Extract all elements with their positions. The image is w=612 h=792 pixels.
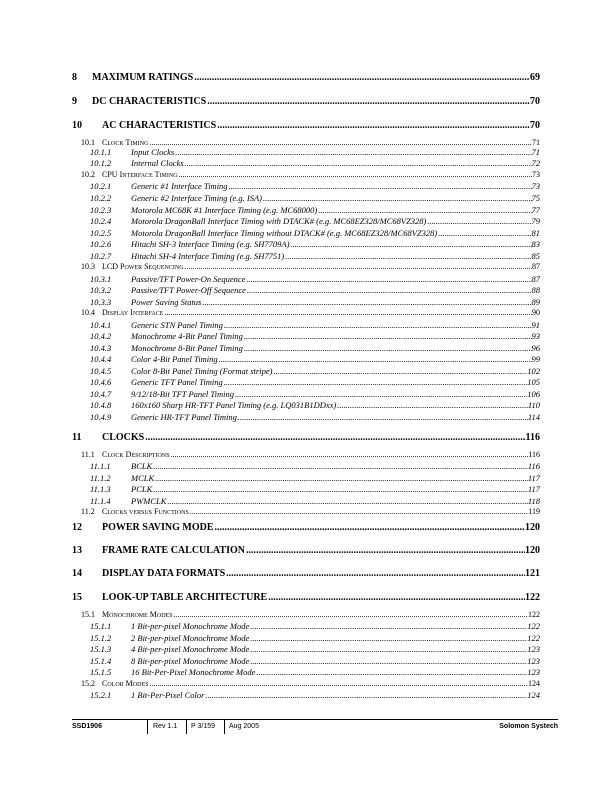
toc-entry[interactable] — [72, 262, 540, 271]
toc-entry[interactable] — [72, 656, 540, 666]
toc-leader-dots — [185, 158, 532, 168]
toc-entry-number: 10.3 — [81, 262, 95, 271]
footer-revision: Rev 1.1 — [153, 723, 178, 730]
toc-entry-number: 11.1.4 — [90, 496, 111, 506]
toc-entry-number: 10.3.3 — [90, 297, 112, 307]
toc-entry-title: Clocks versus Functions — [102, 507, 189, 516]
toc-leader-dots — [202, 297, 531, 307]
toc-entry-number: 15.1.2 — [90, 633, 112, 643]
toc-entry[interactable] — [72, 251, 540, 261]
toc-entry-title: 16 Bit-Per-Pixel Monochrome Mode — [131, 667, 256, 677]
toc-entry-number: 10.4.1 — [90, 320, 112, 330]
toc-entry-title: Power Saving Status — [131, 297, 202, 307]
toc-entry-page: 110 — [527, 400, 540, 410]
toc-entry-title: Generic HR-TFT Panel Timing — [131, 412, 237, 422]
toc-entry-title: PWMCLK — [131, 496, 167, 506]
toc-leader-dots — [337, 400, 528, 410]
toc-leader-dots — [250, 656, 527, 666]
toc-leader-dots — [318, 205, 531, 215]
toc-entry-page: 70 — [530, 120, 540, 131]
toc-leader-dots — [215, 522, 526, 533]
toc-entry-page: 117 — [527, 473, 540, 483]
toc-entry-number: 10.1.1 — [90, 147, 112, 157]
toc-entry-page: 120 — [525, 522, 540, 533]
toc-entry[interactable] — [72, 354, 540, 364]
toc-entry-number: 15.1.1 — [90, 621, 112, 631]
toc-leader-dots — [229, 181, 532, 191]
toc-entry-number: 10.2.5 — [90, 228, 112, 238]
toc-entry-title: Internal Clocks — [131, 158, 184, 168]
footer-doc-id: SSD1906 — [72, 723, 102, 730]
toc-entry-page: 102 — [527, 366, 540, 376]
toc-entry[interactable] — [72, 158, 540, 168]
toc-entry-page: 105 — [527, 377, 540, 387]
toc-entry-title: MCLK — [131, 473, 155, 483]
toc-entry-page: 120 — [525, 545, 540, 556]
toc-entry-page: 96 — [531, 343, 540, 353]
toc-entry-title: CLOCKS — [102, 432, 145, 443]
toc-entry-title: Input Clocks — [131, 147, 175, 157]
toc-leader-dots — [207, 96, 530, 107]
toc-leader-dots — [153, 461, 528, 471]
toc-entry[interactable] — [72, 228, 540, 238]
toc-entry-page: 79 — [531, 216, 540, 226]
footer-company: Solomon Systech — [499, 723, 558, 730]
toc-entry-number: 12 — [72, 522, 82, 533]
toc-entry-page: 118 — [527, 496, 540, 506]
toc-entry-title: DISPLAY DATA FORMATS — [102, 568, 226, 579]
toc-entry-number: 10.3.2 — [90, 285, 112, 295]
toc-entry[interactable] — [72, 679, 540, 688]
toc-entry-page: 123 — [527, 667, 540, 677]
toc-entry-title: Monochrome 8-Bit Panel Timing — [131, 343, 243, 353]
toc-entry-title: Generic TFT Panel Timing — [131, 377, 223, 387]
toc-entry-page: 117 — [527, 484, 540, 494]
footer-page-number: P 3/159 — [191, 723, 216, 730]
toc-leader-dots — [190, 507, 529, 516]
toc-entry-number: 11.2 — [81, 507, 95, 516]
toc-entry-number: 8 — [72, 72, 77, 83]
toc-entry-title: PCLK — [131, 484, 153, 494]
toc-entry[interactable] — [72, 644, 540, 654]
toc-entry-page: 122 — [527, 633, 540, 643]
toc-entry-title: Passive/TFT Power-On Sequence — [131, 274, 246, 284]
toc-entry-page: 106 — [527, 389, 540, 399]
toc-entry-title: Display Interface — [102, 308, 164, 317]
toc-leader-dots — [250, 644, 527, 654]
toc-leader-dots — [170, 450, 528, 459]
toc-entry[interactable] — [72, 496, 540, 506]
toc-entry-page: 93 — [531, 331, 540, 341]
toc-leader-dots — [175, 147, 531, 157]
toc-entry[interactable] — [72, 170, 540, 179]
toc-entry-page: 77 — [531, 205, 540, 215]
toc-leader-dots — [174, 610, 528, 619]
toc-entry-title: 4 Bit-per-pixel Monochrome Mode — [131, 644, 250, 654]
toc-entry[interactable] — [72, 568, 540, 579]
toc-entry-number: 15.2 — [81, 679, 95, 688]
toc-entry-number: 10.2.4 — [90, 216, 112, 226]
toc-entry[interactable] — [72, 545, 540, 556]
toc-entry-page: 70 — [530, 96, 540, 107]
toc-leader-dots — [290, 239, 531, 249]
toc-entry[interactable] — [72, 205, 540, 215]
toc-entry-number: 10.4.7 — [90, 389, 112, 399]
toc-entry-number: 10 — [72, 120, 82, 131]
footer-divider — [186, 720, 187, 734]
toc-entry-title: CPU Interface Timing — [102, 170, 178, 179]
toc-entry[interactable] — [72, 147, 540, 157]
toc-leader-dots — [238, 412, 528, 422]
toc-entry-number: 10.4.8 — [90, 400, 112, 410]
toc-entry[interactable] — [72, 432, 540, 443]
toc-entry-page: 72 — [531, 158, 540, 168]
toc-entry-page: 122 — [527, 621, 540, 631]
toc-entry-title: Generic STN Panel Timing — [131, 320, 223, 330]
toc-entry-page: 73 — [532, 170, 540, 179]
toc-entry[interactable] — [72, 412, 540, 422]
footer-divider — [147, 720, 148, 734]
toc-leader-dots — [153, 484, 528, 494]
toc-entry-page: 85 — [531, 251, 540, 261]
toc-leader-dots — [268, 592, 525, 603]
toc-entry[interactable] — [72, 484, 540, 494]
toc-entry-page: 91 — [531, 320, 540, 330]
toc-entry-title: LOOK-UP TABLE ARCHITECTURE — [102, 592, 268, 603]
toc-entry-number: 11.1.1 — [90, 461, 111, 471]
toc-entry[interactable] — [72, 667, 540, 677]
toc-entry-number: 11.1.2 — [90, 473, 111, 483]
toc-entry[interactable] — [72, 96, 540, 107]
toc-entry-number: 11 — [72, 432, 82, 443]
toc-entry-number: 10.4.6 — [90, 377, 112, 387]
toc-entry-title: 9/12/18-Bit TFT Panel Timing — [131, 389, 235, 399]
toc-entry-number: 13 — [72, 545, 82, 556]
toc-entry-title: Generic #2 Interface Timing (e.g. ISA) — [131, 193, 263, 203]
toc-leader-dots — [246, 274, 531, 284]
footer-divider — [224, 720, 225, 734]
toc-leader-dots — [256, 667, 527, 677]
toc-leader-dots — [226, 568, 525, 579]
toc-entry-title: Hitachi SH-4 Interface Timing (e.g. SH7751) — [131, 251, 285, 261]
toc-entry-page: 89 — [531, 297, 540, 307]
toc-entry-number: 15 — [72, 592, 82, 603]
toc-entry-title: POWER SAVING MODE — [102, 522, 214, 533]
toc-leader-dots — [164, 308, 532, 317]
toc-entry-number: 10.4.4 — [90, 354, 112, 364]
toc-entry-title: Color 8-Bit Panel Timing (Format stripe) — [131, 366, 273, 376]
toc-entry-page: 123 — [527, 656, 540, 666]
toc-leader-dots — [438, 228, 531, 238]
toc-entry-page: 121 — [525, 568, 540, 579]
toc-leader-dots — [217, 120, 530, 131]
toc-leader-dots — [179, 170, 532, 179]
toc-entry-page: 122 — [525, 592, 540, 603]
toc-entry-number: 10.4.5 — [90, 366, 112, 376]
toc-entry-page: 87 — [532, 262, 540, 271]
toc-leader-dots — [219, 354, 532, 364]
toc-entry[interactable] — [72, 320, 540, 330]
toc-entry-title: AC CHARACTERISTICS — [102, 120, 217, 131]
toc-leader-dots — [250, 633, 527, 643]
toc-entry-page: 124 — [528, 679, 540, 688]
toc-entry-number: 10.2.7 — [90, 251, 112, 261]
toc-entry[interactable] — [72, 216, 540, 226]
toc-entry[interactable] — [72, 239, 540, 249]
toc-leader-dots — [145, 432, 525, 443]
toc-entry[interactable] — [72, 181, 540, 191]
toc-entry-number: 15.1.4 — [90, 656, 112, 666]
toc-entry-title: 1 Bit-Per-Pixel Color — [131, 690, 205, 700]
toc-entry[interactable] — [72, 297, 540, 307]
toc-entry-number: 9 — [72, 96, 77, 107]
toc-entry-number: 11.1 — [81, 450, 95, 459]
toc-entry-page: 119 — [528, 507, 540, 516]
toc-entry-page: 116 — [528, 450, 540, 459]
toc-leader-dots — [194, 72, 530, 83]
toc-entry-number: 10.4.2 — [90, 331, 112, 341]
toc-entry-title: Monochrome Modes — [102, 610, 173, 619]
toc-entry-title: Generic #1 Interface Timing — [131, 181, 228, 191]
toc-entry[interactable] — [72, 389, 540, 399]
toc-entry-page: 81 — [531, 228, 540, 238]
toc-entry[interactable] — [72, 308, 540, 317]
toc-entry-title: FRAME RATE CALCULATION — [102, 545, 245, 556]
toc-entry-title: 2 Bit-per-pixel Monochrome Mode — [131, 633, 250, 643]
footer-date: Aug 2005 — [229, 723, 259, 730]
toc-entry-page: 122 — [528, 610, 540, 619]
toc-entry[interactable] — [72, 450, 540, 459]
toc-entry-page: 90 — [532, 308, 540, 317]
toc-entry-page: 71 — [531, 147, 540, 157]
toc-entry-page: 114 — [527, 412, 540, 422]
toc-entry-number: 10.2.3 — [90, 205, 112, 215]
toc-leader-dots — [235, 389, 527, 399]
toc-entry[interactable] — [72, 377, 540, 387]
toc-entry-number: 10.1 — [81, 138, 95, 147]
toc-entry-number: 10.1.2 — [90, 158, 112, 168]
toc-entry-number: 10.4 — [81, 308, 95, 317]
toc-entry-page: 116 — [525, 432, 540, 443]
toc-entry-title: Color 4-Bit Panel Timing — [131, 354, 218, 364]
toc-entry-title: LCD Power Sequencing — [102, 262, 184, 271]
toc-entry[interactable] — [72, 366, 540, 376]
toc-entry-title: 1 Bit-per-pixel Monochrome Mode — [131, 621, 250, 631]
toc-leader-dots — [285, 251, 531, 261]
toc-entry-title: 8 Bit-per-pixel Monochrome Mode — [131, 656, 250, 666]
toc-entry-number: 10.4.9 — [90, 412, 112, 422]
toc-leader-dots — [155, 473, 528, 483]
toc-entry-title: Clock Descriptions — [102, 450, 170, 459]
toc-leader-dots — [250, 621, 527, 631]
toc-entry-page: 99 — [531, 354, 540, 364]
toc-entry-title: Motorola MC68K #1 Interface Timing (e.g. MC68000) — [131, 205, 318, 215]
toc-leader-dots — [244, 331, 532, 341]
toc-entry-number: 10.2.1 — [90, 181, 112, 191]
toc-entry-title: Hitachi SH-3 Interface Timing (e.g. SH7709A) — [131, 239, 290, 249]
toc-entry-page: 116 — [527, 461, 540, 471]
toc-entry[interactable] — [72, 72, 540, 83]
toc-leader-dots — [427, 216, 531, 226]
toc-leader-dots — [273, 366, 527, 376]
toc-entry-page: 124 — [527, 690, 540, 700]
toc-leader-dots — [224, 320, 532, 330]
toc-entry-number: 10.2.6 — [90, 239, 112, 249]
toc-entry[interactable] — [72, 507, 540, 516]
toc-entry[interactable] — [72, 138, 540, 147]
toc-entry-number: 15.1 — [81, 610, 95, 619]
toc-leader-dots — [244, 343, 532, 353]
toc-entry-number: 10.4.3 — [90, 343, 112, 353]
toc-entry-number: 10.3.1 — [90, 274, 112, 284]
toc-entry-number: 14 — [72, 568, 82, 579]
toc-entry-title: Passive/TFT Power-Off Sequence — [131, 285, 246, 295]
toc-leader-dots — [149, 138, 532, 147]
toc-leader-dots — [247, 285, 532, 295]
toc-entry-page: 123 — [527, 644, 540, 654]
toc-entry[interactable] — [72, 120, 540, 131]
toc-entry[interactable] — [72, 400, 540, 410]
toc-entry[interactable] — [72, 633, 540, 643]
toc-entry-page: 69 — [530, 72, 540, 83]
toc-entry-title: BCLK — [131, 461, 153, 471]
toc-leader-dots — [167, 496, 527, 506]
toc-entry-title: Monochrome 4-Bit Panel Timing — [131, 331, 243, 341]
page-footer — [72, 719, 558, 734]
toc-entry[interactable] — [72, 193, 540, 203]
toc-entry[interactable] — [72, 610, 540, 619]
toc-entry-page: 83 — [531, 239, 540, 249]
toc-leader-dots — [246, 545, 525, 556]
toc-leader-dots — [224, 377, 528, 387]
toc-entry-page: 75 — [531, 193, 540, 203]
toc-entry-number: 10.2 — [81, 170, 95, 179]
toc-entry[interactable] — [72, 461, 540, 471]
toc-entry[interactable] — [72, 592, 540, 603]
toc-entry-number: 10.2.2 — [90, 193, 112, 203]
toc-entry-number: 15.1.5 — [90, 667, 112, 677]
toc-entry[interactable] — [72, 473, 540, 483]
toc-entry-number: 15.2.1 — [90, 690, 112, 700]
toc-entry-title: Motorola DragonBall Interface Timing with DTACK# (e.g. MC68EZ328/MC68VZ328) — [131, 216, 427, 226]
toc-entry-title: 160x160 Sharp HR-TFT Panel Timing (e.g. LQ031B1DDxx) — [131, 400, 337, 410]
toc-entry[interactable] — [72, 343, 540, 353]
toc-entry-title: Clock Timing — [102, 138, 149, 147]
toc-entry[interactable] — [72, 274, 540, 284]
toc-entry-title: Color Modes — [102, 679, 149, 688]
toc-leader-dots — [185, 262, 532, 271]
toc-entry-number: 15.1.3 — [90, 644, 112, 654]
toc-entry-number: 11.1.3 — [90, 484, 111, 494]
toc-entry[interactable] — [72, 522, 540, 533]
toc-entry-page: 87 — [531, 274, 540, 284]
toc-entry-title: DC CHARACTERISTICS — [92, 96, 207, 107]
toc-entry-page: 71 — [532, 138, 540, 147]
toc-entry-page: 73 — [531, 181, 540, 191]
toc-entry-title: Motorola DragonBall Interface Timing without DTACK# (e.g. MC68EZ328/MC68VZ328) — [131, 228, 438, 238]
toc-entry-page: 88 — [531, 285, 540, 295]
toc-entry[interactable] — [72, 331, 540, 341]
toc-leader-dots — [263, 193, 531, 203]
toc-entry[interactable] — [72, 285, 540, 295]
toc-entry-title: MAXIMUM RATINGS — [92, 72, 194, 83]
toc-entry[interactable] — [72, 621, 540, 631]
toc-leader-dots — [205, 690, 527, 700]
toc-leader-dots — [149, 679, 528, 688]
toc-entry[interactable] — [72, 690, 540, 700]
